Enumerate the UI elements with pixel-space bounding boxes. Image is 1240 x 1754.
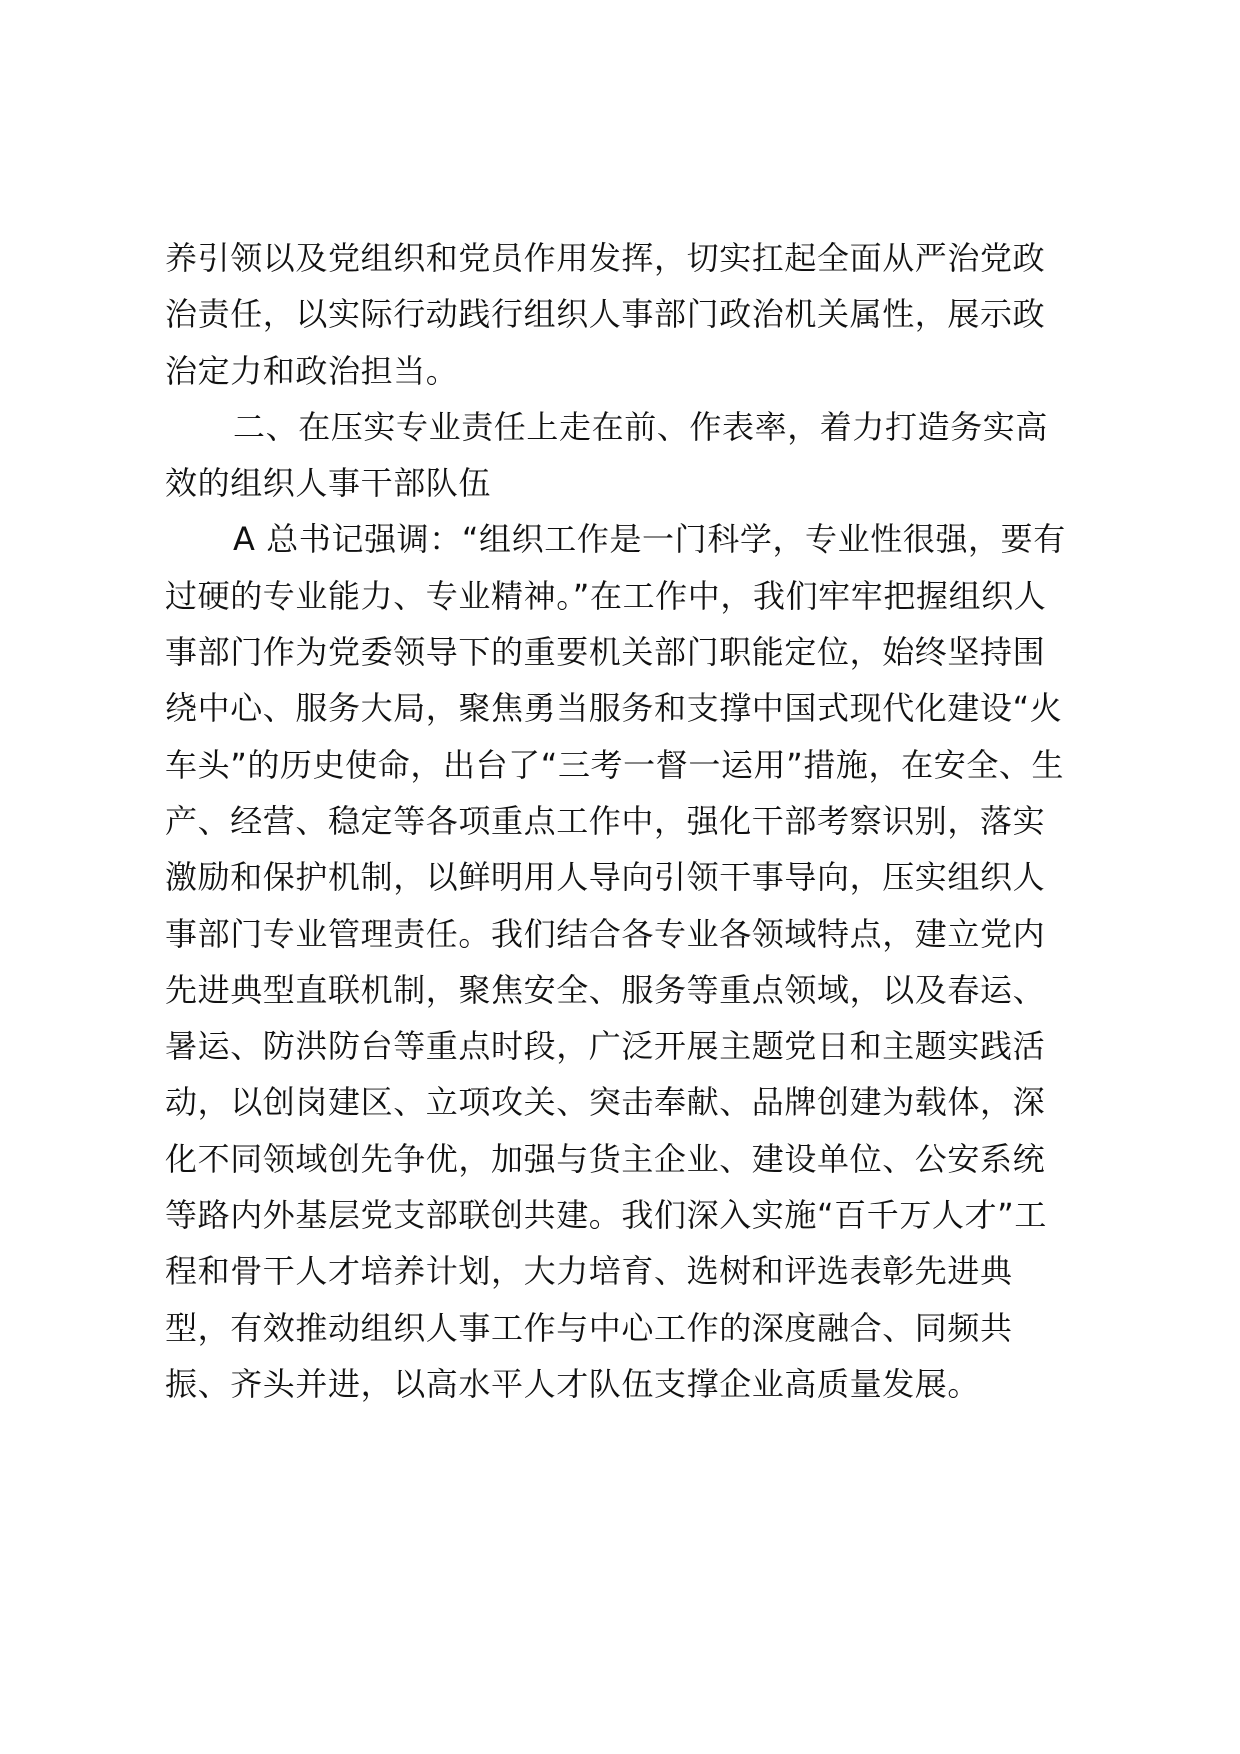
paragraph-2-line-13: 等路内外基层党支部联创共建。我们深入实施“百千万人才”工 (165, 1196, 1047, 1235)
paragraph-2-line-15: 型，有效推动组织人事工作与中心工作的深度融合、同频共 (165, 1308, 1013, 1347)
paragraph-2-line-6: 产、经营、稳定等各项重点工作中，强化干部考察识别，落实 (165, 801, 1046, 840)
section-heading-line-2: 效的组织人事干部队伍 (165, 464, 492, 503)
paragraph-2-line-12: 化不同领域创先争优，加强与货主企业、建设单位、公安系统 (165, 1139, 1046, 1178)
paragraph-2-line-3: 事部门作为党委领导下的重要机关部门职能定位，始终坚持围 (165, 633, 1046, 672)
paragraph-2-line-11: 动，以创岗建区、立项攻关、突击奉献、品牌创建为载体，深 (165, 1083, 1046, 1122)
paragraph-2-line-8: 事部门专业管理责任。我们结合各专业各领域特点，建立党内 (165, 914, 1046, 953)
paragraph-2-line-1: A 总书记强调：“组织工作是一门科学，专业性很强，要有 (233, 520, 1066, 559)
document-body (165, 230, 1085, 1412)
paragraph-1-line-3: 治定力和政治担当。 (165, 351, 459, 390)
section-heading-line-1: 二、在压实专业责任上走在前、作表率，着力打造务实高 (233, 407, 1049, 446)
paragraph-2-line-14: 程和骨干人才培养计划，大力培育、选树和评选表彰先进典 (165, 1252, 1013, 1291)
paragraph-2-line-4: 绕中心、服务大局，聚焦勇当服务和支撑中国式现代化建设“火 (165, 689, 1063, 728)
paragraph-1-line-1: 养引领以及党组织和党员作用发挥，切实扛起全面从严治党政 (165, 239, 1046, 277)
paragraph-2-line-2: 过硬的专业能力、专业精神。”在工作中，我们牢牢把握组织人 (165, 576, 1047, 615)
paragraph-2-line-10: 暑运、防洪防台等重点时段，广泛开展主题党日和主题实践活 (165, 1027, 1046, 1066)
paragraph-2-line-5: 车头”的历史使命，出台了“三考一督一运用”措施，在安全、生 (165, 745, 1065, 784)
paragraph-1-line-2: 治责任，以实际行动践行组织人事部门政治机关属性，展示政 (165, 295, 1046, 334)
paragraph-2-line-16: 振、齐头并进，以高水平人才队伍支撑企业高质量发展。 (165, 1364, 981, 1403)
paragraph-2-line-7: 激励和保护机制，以鲜明用人导向引领干事导向，压实组织人 (165, 858, 1046, 897)
paragraph-2-line-9: 先进典型直联机制，聚焦安全、服务等重点领域，以及春运、 (165, 970, 1046, 1009)
